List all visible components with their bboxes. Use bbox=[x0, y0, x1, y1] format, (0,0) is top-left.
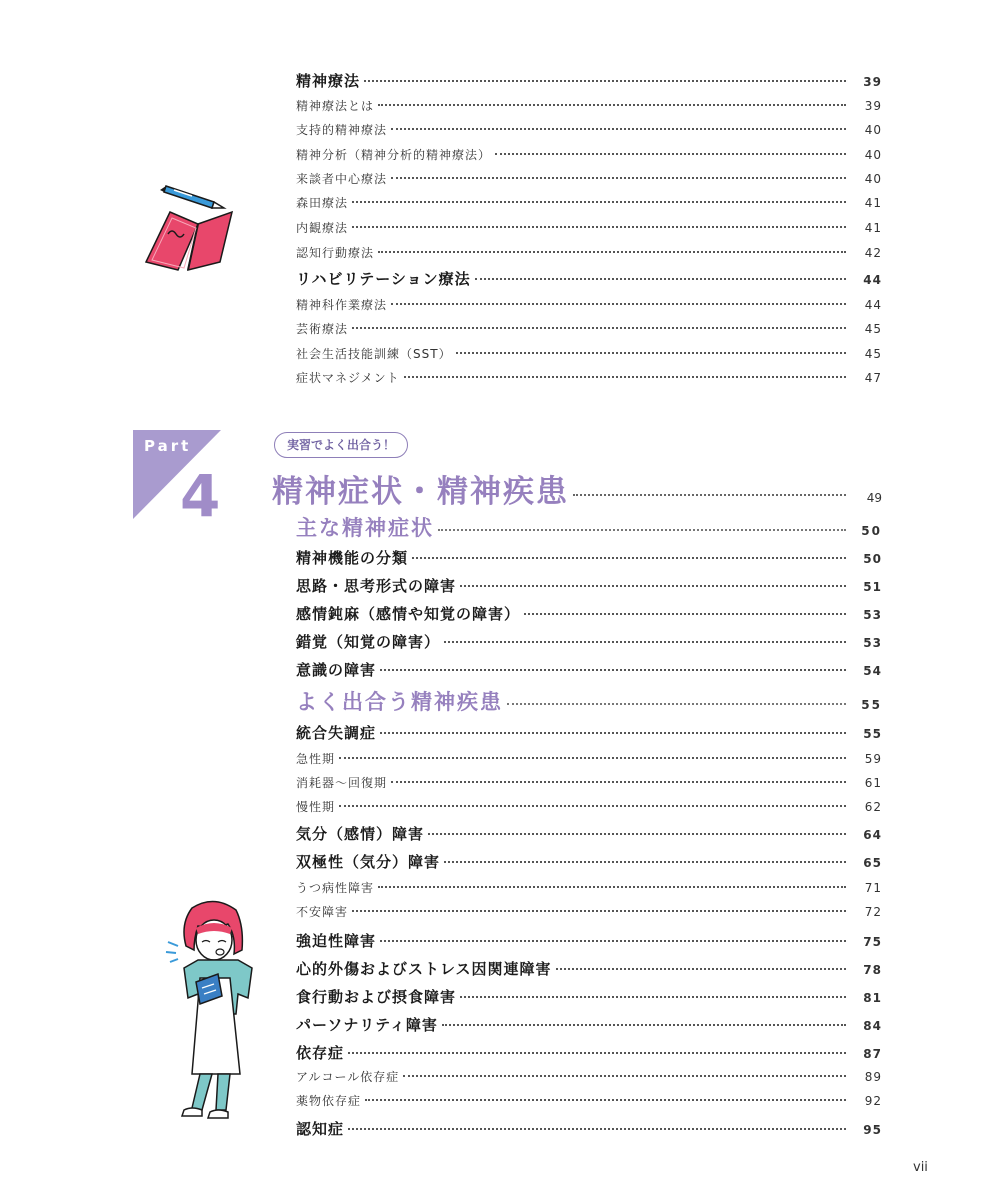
leader-dots bbox=[378, 251, 846, 253]
leader-dots bbox=[404, 376, 846, 378]
pen-and-book-illustration bbox=[140, 178, 244, 272]
toc-entry[interactable] bbox=[296, 851, 882, 872]
toc-entry-page: 39 bbox=[864, 99, 882, 113]
toc-entry-label: よく出合う精神疾患 bbox=[296, 690, 503, 714]
part-number: 4 bbox=[180, 462, 221, 530]
toc-entry-label: 認知行動療法 bbox=[296, 246, 375, 260]
toc-entry-label: 内観療法 bbox=[296, 221, 349, 235]
toc-entry-page: 54 bbox=[863, 664, 882, 678]
toc-entry-page: 47 bbox=[864, 371, 882, 385]
toc-entry-label: リハビリテーション療法 bbox=[296, 270, 471, 288]
toc-entry-page: 55 bbox=[863, 727, 882, 741]
toc-entry-label: 錯覚（知覚の障害） bbox=[296, 633, 441, 651]
toc-entry-label: 来談者中心療法 bbox=[296, 172, 388, 186]
toc-entry[interactable] bbox=[296, 547, 882, 568]
toc-entry[interactable] bbox=[296, 70, 882, 91]
toc-entry-page: 95 bbox=[863, 1123, 882, 1137]
leader-dots bbox=[380, 940, 846, 942]
toc-entry-page: 40 bbox=[864, 172, 882, 186]
toc-entry[interactable] bbox=[296, 659, 882, 680]
toc-entry[interactable] bbox=[296, 575, 882, 596]
toc-entry[interactable] bbox=[296, 146, 882, 163]
leader-dots bbox=[380, 669, 846, 671]
toc-entry[interactable] bbox=[296, 296, 882, 313]
toc-entry-label: 感情鈍麻（感情や知覚の障害） bbox=[296, 605, 521, 623]
toc-entry-label: 依存症 bbox=[296, 1044, 345, 1062]
toc-entry-page: 72 bbox=[864, 905, 882, 919]
toc-entry-page: 65 bbox=[863, 856, 882, 870]
leader-dots bbox=[352, 910, 846, 912]
toc-entry-label: 急性期 bbox=[296, 752, 336, 766]
leader-dots bbox=[339, 757, 846, 759]
leader-dots bbox=[339, 805, 846, 807]
toc-entry[interactable] bbox=[296, 903, 882, 920]
toc-entry-label: 社会生活技能訓練（SST） bbox=[296, 347, 452, 361]
toc-entry[interactable] bbox=[296, 121, 882, 138]
leader-dots bbox=[460, 996, 846, 998]
toc-entry-label: アルコール依存症 bbox=[296, 1070, 400, 1084]
toc-section-heading[interactable] bbox=[296, 686, 882, 716]
leader-dots bbox=[378, 104, 846, 106]
toc-section-heading[interactable] bbox=[296, 512, 882, 542]
leader-dots bbox=[364, 80, 846, 82]
toc-entry-label: 心的外傷およびストレス因関連障害 bbox=[296, 960, 552, 978]
toc-entry[interactable] bbox=[296, 369, 882, 386]
part-title-row[interactable] bbox=[272, 466, 882, 511]
toc-entry-page: 50 bbox=[863, 552, 882, 566]
leader-dots bbox=[348, 1052, 846, 1054]
leader-dots bbox=[442, 1024, 846, 1026]
toc-entry[interactable] bbox=[296, 603, 882, 624]
toc-entry-page: 45 bbox=[864, 347, 882, 361]
toc-entry-label: 精神分析（精神分析的精神療法） bbox=[296, 148, 492, 162]
toc-entry[interactable] bbox=[296, 170, 882, 187]
toc-entry-label: 双極性（気分）障害 bbox=[296, 853, 441, 871]
leader-dots bbox=[391, 128, 846, 130]
toc-entry-label: 思路・思考形式の障害 bbox=[296, 577, 457, 595]
toc-entry[interactable] bbox=[296, 1042, 882, 1063]
toc-entry-page: 44 bbox=[863, 273, 882, 287]
leader-dots bbox=[524, 613, 846, 615]
leader-dots bbox=[352, 201, 846, 203]
toc-entry[interactable] bbox=[296, 958, 882, 979]
toc-entry-page: 40 bbox=[864, 123, 882, 137]
leader-dots bbox=[391, 781, 846, 783]
part-badge: 実習でよく出合う！ bbox=[274, 432, 408, 458]
leader-dots bbox=[352, 226, 846, 228]
toc-entry-page: 59 bbox=[864, 752, 882, 766]
toc-entry-page: 84 bbox=[863, 1019, 882, 1033]
leader-dots bbox=[475, 278, 846, 280]
toc-entry-label: 意識の障害 bbox=[296, 661, 377, 679]
leader-dots bbox=[352, 327, 846, 329]
leader-dots bbox=[438, 529, 846, 531]
toc-entry-label: 強迫性障害 bbox=[296, 932, 377, 950]
toc-entry-page: 39 bbox=[863, 75, 882, 89]
toc-entry[interactable] bbox=[296, 244, 882, 261]
toc-entry[interactable] bbox=[296, 1014, 882, 1035]
toc-entry-label: うつ病性障害 bbox=[296, 881, 375, 895]
leader-dots bbox=[380, 732, 846, 734]
toc-entry[interactable] bbox=[296, 631, 882, 652]
toc-entry-page: 64 bbox=[863, 828, 882, 842]
leader-dots bbox=[365, 1099, 846, 1101]
toc-entry-page: 42 bbox=[864, 246, 882, 260]
toc-entry-page: 78 bbox=[863, 963, 882, 977]
toc-entry-label: 認知症 bbox=[296, 1120, 345, 1138]
toc-entry-label: 支持的精神療法 bbox=[296, 123, 388, 137]
nurse-illustration bbox=[162, 898, 266, 1124]
toc-entry[interactable] bbox=[296, 930, 882, 951]
leader-dots bbox=[403, 1075, 846, 1077]
toc-entry-page: 87 bbox=[863, 1047, 882, 1061]
toc-entry-label: 主な精神症状 bbox=[296, 516, 434, 540]
toc-entry[interactable] bbox=[296, 750, 882, 767]
toc-entry[interactable] bbox=[296, 97, 882, 114]
toc-entry-label: 精神療法とは bbox=[296, 99, 375, 113]
toc-entry-page: 55 bbox=[861, 698, 882, 712]
toc-entry-page: 53 bbox=[863, 608, 882, 622]
toc-entry[interactable] bbox=[296, 879, 882, 896]
toc-entry-page: 41 bbox=[864, 196, 882, 210]
toc-entry[interactable] bbox=[296, 823, 882, 844]
toc-entry[interactable] bbox=[296, 986, 882, 1007]
leader-dots bbox=[495, 153, 846, 155]
toc-entry-label: 慢性期 bbox=[296, 800, 336, 814]
page-number: vii bbox=[913, 1160, 928, 1175]
toc-entry[interactable] bbox=[296, 219, 882, 236]
part-title: 精神症状・精神疾患 bbox=[272, 474, 569, 510]
toc-entry-label: 芸術療法 bbox=[296, 322, 349, 336]
leader-dots bbox=[573, 494, 846, 496]
toc-entry-label: 不安障害 bbox=[296, 905, 349, 919]
leader-dots bbox=[460, 585, 846, 587]
toc-entry-label: 食行動および摂食障害 bbox=[296, 988, 457, 1006]
toc-entry[interactable] bbox=[296, 774, 882, 791]
toc-entry-label: 森田療法 bbox=[296, 196, 349, 210]
toc-entry-label: 消耗器〜回復期 bbox=[296, 776, 388, 790]
toc-entry-page: 51 bbox=[863, 580, 882, 594]
toc-entry-label: 気分（感情）障害 bbox=[296, 825, 425, 843]
leader-dots bbox=[556, 968, 846, 970]
toc-entry[interactable] bbox=[296, 722, 882, 743]
toc-entry-page: 50 bbox=[861, 524, 882, 538]
leader-dots bbox=[456, 352, 846, 354]
toc-entry-page: 41 bbox=[864, 221, 882, 235]
toc-entry-page: 53 bbox=[863, 636, 882, 650]
open-book-icon bbox=[146, 212, 232, 270]
toc-entry-page: 75 bbox=[863, 935, 882, 949]
toc-entry[interactable] bbox=[296, 320, 882, 337]
leader-dots bbox=[348, 1128, 846, 1130]
leader-dots bbox=[507, 703, 846, 705]
toc-entry-label: 症状マネジメント bbox=[296, 371, 400, 385]
leader-dots bbox=[391, 177, 846, 179]
toc-entry-label: パーソナリティ障害 bbox=[296, 1016, 438, 1034]
toc-entry-page: 89 bbox=[864, 1070, 882, 1084]
leader-dots bbox=[444, 641, 846, 643]
toc-entry-page: 71 bbox=[864, 881, 882, 895]
toc-entry-page: 81 bbox=[863, 991, 882, 1005]
toc-entry[interactable] bbox=[296, 268, 882, 289]
toc-entry[interactable] bbox=[296, 1068, 882, 1085]
toc-entry-page: 40 bbox=[864, 148, 882, 162]
toc-entry-page: 45 bbox=[864, 322, 882, 336]
toc-entry[interactable] bbox=[296, 798, 882, 815]
toc-entry[interactable] bbox=[296, 194, 882, 211]
toc-entry[interactable] bbox=[296, 1118, 882, 1139]
toc-entry-label: 統合失調症 bbox=[296, 724, 377, 742]
leader-dots bbox=[412, 557, 846, 559]
leader-dots bbox=[391, 303, 846, 305]
part-label: Part bbox=[144, 437, 192, 455]
toc-entry-page: 61 bbox=[864, 776, 882, 790]
toc-entry-page: 44 bbox=[864, 298, 882, 312]
toc-entry[interactable] bbox=[296, 345, 882, 362]
toc-entry-label: 精神機能の分類 bbox=[296, 549, 409, 567]
toc-entry[interactable] bbox=[296, 1092, 882, 1109]
leader-dots bbox=[378, 886, 846, 888]
toc-entry-page: 62 bbox=[864, 800, 882, 814]
leader-dots bbox=[428, 833, 846, 835]
leader-dots bbox=[444, 861, 846, 863]
toc-entry-label: 精神科作業療法 bbox=[296, 298, 388, 312]
toc-entry-label: 精神療法 bbox=[296, 72, 361, 90]
toc-entry-label: 薬物依存症 bbox=[296, 1094, 362, 1108]
pen-icon bbox=[160, 186, 224, 208]
toc-entry-page: 92 bbox=[864, 1094, 882, 1108]
part-title-page: 49 bbox=[866, 491, 882, 505]
